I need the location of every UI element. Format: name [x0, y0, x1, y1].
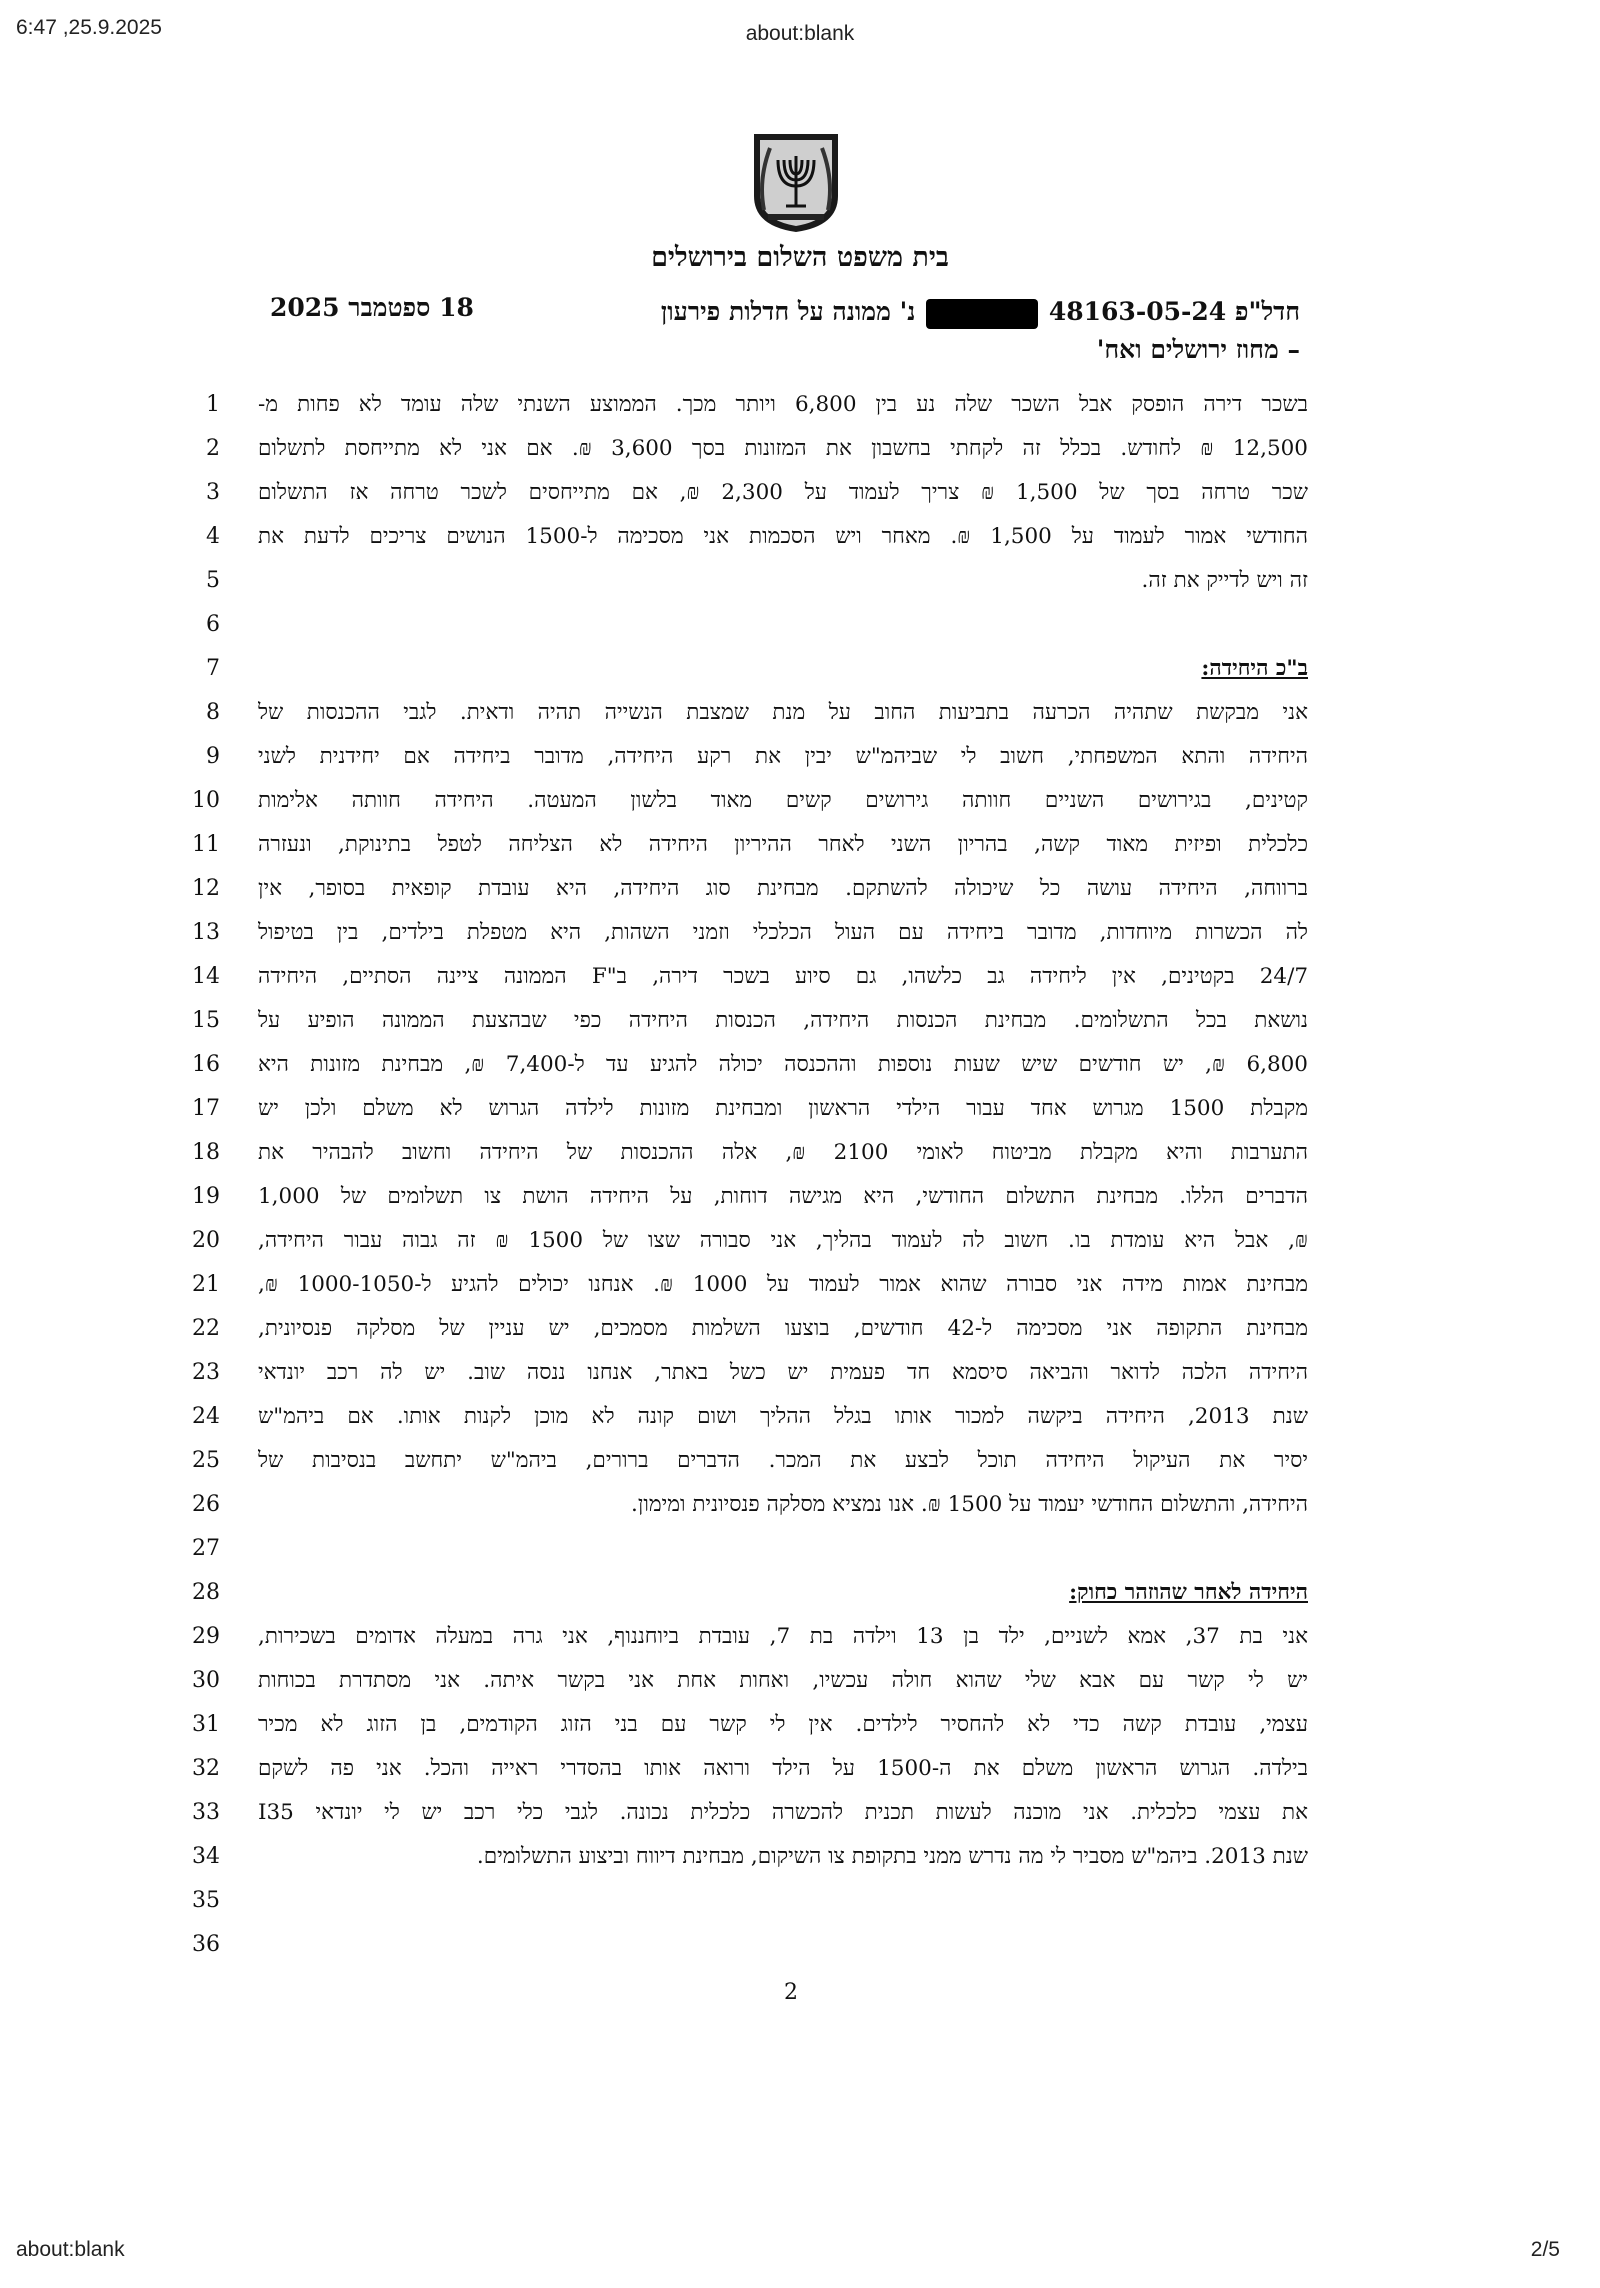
line-number: 21 — [192, 1272, 220, 1297]
state-emblem-icon — [748, 130, 844, 234]
transcript-line: ₪, אבל היא עומדת בו. חשוב לה לעמוד בהליך, אני סבורה שצו של 1500 ₪ זה גבוה עבור היחידה, — [258, 1228, 1308, 1253]
line-number: 13 — [192, 920, 220, 945]
transcript-line: שנת 2013. ביהמ"ש מסביר לי מה נדרש ממני בתקופת צו השיקום, מבחינת דיווח וביצוע התשלומים. — [476, 1844, 1308, 1869]
browser-footer-url: about:blank — [16, 2238, 125, 2261]
line-number: 34 — [192, 1844, 220, 1869]
line-number: 17 — [192, 1096, 220, 1121]
transcript-line: בילדה. הגרוש הראשון משלם את ה-1500 על הילד ורואה אותו בהסדרי ראייה והכל. אני פה לשקם — [258, 1756, 1308, 1781]
transcript-line: החודשי אמור לעמוד על 1,500 ₪. מאחר ויש הסכמות אני מסכימה ל-1500 הנושים צריכים לדעת את — [258, 524, 1308, 549]
transcript-line: לה הכשרות מיוחדות, מדובר ביחידה עם העול הכלכלי וזמני השהות, היא מטפלת בילדים, בין בטיפול — [258, 920, 1308, 945]
line-number: 16 — [192, 1052, 220, 1077]
speaker-heading: היחידה לאחר שהוזהר כחוק: — [1069, 1580, 1308, 1605]
line-number: 24 — [192, 1404, 220, 1429]
line-number: 10 — [192, 788, 220, 813]
line-number: 7 — [206, 656, 220, 681]
transcript-line: מבחינת התקופה אני מסכימה ל-42 חודשים, בוצעו השלמות מסמכים, יש עניין של מסלקה פנסיונית, — [258, 1316, 1308, 1341]
transcript-line: 24/7 בקטינים, אין ליחידה גב כלשהו, גם סיוע בשכר דירה, ב"F הממונה ציינה הסתיים, היחידה — [258, 964, 1308, 989]
line-number: 2 — [206, 436, 220, 461]
line-number: 35 — [192, 1888, 220, 1913]
line-number: 25 — [192, 1448, 220, 1473]
case-line2: – מחוז ירושלים ואח' — [1096, 335, 1300, 364]
line-number: 6 — [206, 612, 220, 637]
transcript-line: שנת 2013, היחידה ביקשה למכור אותו בגלל ההליך ושום קונה לא מוכן לקנות אותו. אם ביהמ"ש — [258, 1404, 1308, 1429]
transcript-line: קטינים, בגירושים השניים חוותה גירושים קשים מאוד בלשון המעטה. היחידה חוותה אלימות — [258, 788, 1308, 813]
transcript-line — [258, 1879, 1308, 1923]
line-number: 26 — [192, 1492, 220, 1517]
line-number: 4 — [206, 524, 220, 549]
transcript-line: 12,500 ₪ לחודש. בכלל זה לקחתי בחשבון את המזונות בסך 3,600 ₪. אם אני לא מתייחסת לתשלום — [258, 436, 1308, 461]
transcript-line — [258, 1923, 1308, 1967]
transcript-line: היחידה, והתשלום החודשי יעמוד על 1500 ₪. אנו נמציא מסלקה פנסיונית ומימון. — [631, 1492, 1308, 1517]
line-number: 27 — [192, 1536, 220, 1561]
line-number: 19 — [192, 1184, 220, 1209]
page-counter: 2/5 — [1530, 2238, 1560, 2261]
transcript-line: אני מבקשת שתהיה הכרעה בתביעות החוב על מנת שמצבת הנשייה תהיה ודאית. לגבי ההכנסות של — [258, 700, 1308, 725]
transcript-line: שכר טרחה בסך של 1,500 ₪ צריך לעמוד על 2,300 ₪, אם מתייחסים לשכר טרחה אז התשלום — [258, 480, 1308, 505]
speaker-heading: ב"כ היחידה: — [1201, 656, 1308, 681]
line-number: 36 — [192, 1932, 220, 1957]
transcript-line: זה ויש לדייק את זה. — [1141, 568, 1308, 593]
transcript-line: מבחינת אמות מידה אני סבורה שהוא אמור לעמוד על 1000 ₪. אנחנו יכולים להגיע ל-1000-1050 ₪, — [258, 1272, 1308, 1297]
transcript-line: 6,800 ₪, יש חודשים שיש שעות נוספות וההכנסה יכולה להגיע עד ל-7,400 ₪, מבחינת מזונות היא — [258, 1052, 1308, 1077]
transcript-line: עצמי, עובדת קשה כדי לא להחסיר לילדים. אין לי קשר עם בני הזוג הקודמים, בן הזוג לא מכיר — [258, 1712, 1308, 1737]
line-number: 9 — [206, 744, 220, 769]
case-number — [661, 293, 1300, 369]
transcript-line: נושאת בכל התשלומים. מבחינת הכנסות היחידה, הכנסות היחידה כפי שבהצעת הממונה הופיע על — [258, 1008, 1308, 1033]
transcript-line: מקבלת 1500 מגרוש אחד עבור הילדי הראשון ומבחינת מזונות לילדה הגרוש לא משלם ולכן יש — [258, 1096, 1308, 1121]
line-number: 5 — [206, 568, 220, 593]
transcript-line: יש לי קשר עם אבא שלי שהוא חולה עכשיו, ואחות אחת אני בקשר איתה. אני מסתדרת בכוחות — [258, 1668, 1308, 1693]
line-number: 18 — [192, 1140, 220, 1165]
transcript-line — [258, 1527, 1308, 1571]
case-prefix: חדל"פ 48163-05-24 — [1048, 297, 1300, 326]
transcript-line: את עצמי כלכלית. אני מוכנה לעשות תכנית להכשרה כלכלית נכונה. לגבי כלי רכב יש לי יונדאי I35 — [258, 1800, 1308, 1825]
line-number: 30 — [192, 1668, 220, 1693]
transcript-line: הדברים הללו. מבחינת התשלום החודשי, היא מגישה דוחות, על היחידה הושת צו תשלומים של 1,000 — [258, 1184, 1308, 1209]
browser-timestamp: 6:47 ,25.9.2025 — [16, 16, 162, 39]
browser-page-title: about:blank — [745, 22, 855, 45]
transcript-line: היחידה והתא המשפחתי, חשוב לי שביהמ"ש יבין את רקע היחידה, מדובר ביחידה אם יחידנית לשני — [258, 744, 1308, 769]
line-number: 15 — [192, 1008, 220, 1033]
line-number: 29 — [192, 1624, 220, 1649]
transcript-line — [258, 603, 1308, 647]
line-number: 8 — [206, 700, 220, 725]
page-number: 2 — [784, 1980, 798, 2005]
transcript-line: יסיר את העיקול היחידה תוכל לבצע את המכר. הדברים ברורים, ביהמ"ש יתחשב בנסיבות של — [258, 1448, 1308, 1473]
transcript-line: אני בת 37, אמא לשניים, ילד בן 13 וילדה בת 7, עובדת ביוחננוף, אני גרה במעלה אדומים בשכירות, — [258, 1624, 1308, 1649]
line-number: 20 — [192, 1228, 220, 1253]
court-name: בית משפט השלום בירושלים — [651, 242, 949, 273]
line-number: 32 — [192, 1756, 220, 1781]
line-number: 23 — [192, 1360, 220, 1385]
transcript-line: בשכר דירה הופסק אבל השכר שלה נע בין 6,800 ויותר מכך. הממוצע השנתי שלה עומד לא פחות מ- — [258, 392, 1308, 417]
line-number: 12 — [192, 876, 220, 901]
transcript-line: כלכלית ופיזית מאוד קשה, בהריון השני לאחר ההיריון היחידה לא הצליחה לטפל בתינוקת, ונעזרה — [258, 832, 1308, 857]
redaction-mark — [926, 299, 1038, 329]
line-number: 11 — [192, 832, 220, 857]
transcript-line: ברווחה, היחידה עושה כל שיכולה להשתקם. מבחינת סוג היחידה, היא עובדת קופאית בסופר, אין — [258, 876, 1308, 901]
transcript-line: היחידה הלכה לדואר והביאה סיסמא חד פעמית יש כשל באתר, אנחנו ננסה שוב. יש לה רכב יונדאי — [258, 1360, 1308, 1385]
line-number: 31 — [192, 1712, 220, 1737]
line-number: 1 — [206, 392, 220, 417]
case-suffix: נ' ממונה על חדלות פירעון — [660, 297, 916, 326]
line-number: 3 — [206, 480, 220, 505]
line-number: 28 — [192, 1580, 220, 1605]
transcript-line: התערבות והיא מקבלת מביטוח לאומי 2100 ₪, אלה ההכנסות של היחידה וחשוב להבהיר את — [258, 1140, 1308, 1165]
line-number: 14 — [192, 964, 220, 989]
line-number: 22 — [192, 1316, 220, 1341]
line-number: 33 — [192, 1800, 220, 1825]
hearing-date: 18 ספטמבר 2025 — [270, 293, 474, 322]
